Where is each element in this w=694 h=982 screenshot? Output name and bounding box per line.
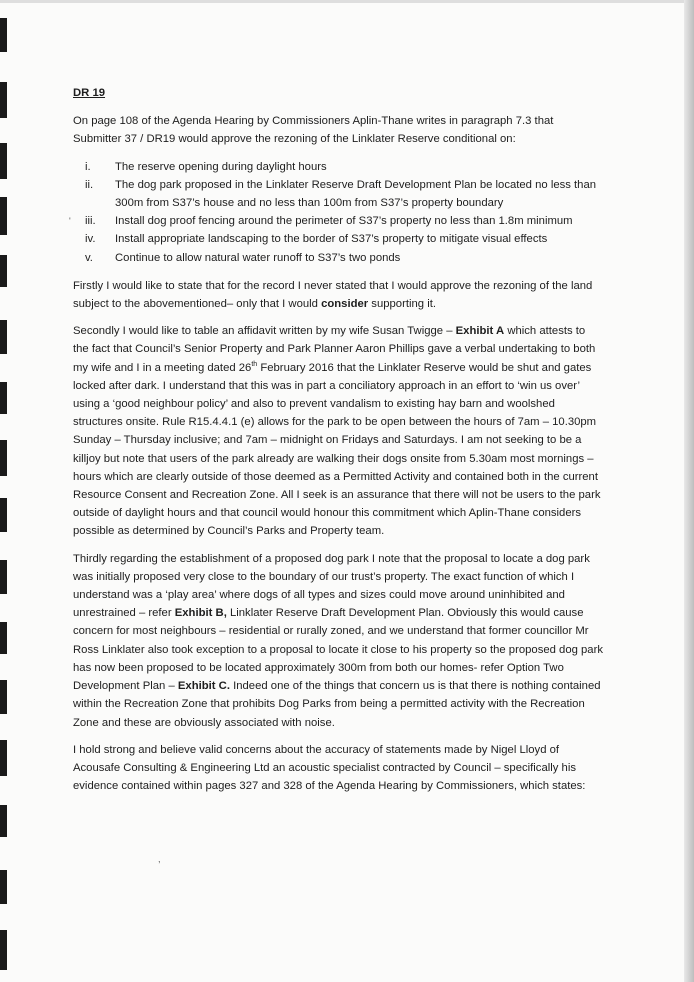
- text-run: Secondly I would like to table an affidavit written by my wife Susan Twigge –: [73, 325, 456, 338]
- scan-speck: ': [69, 216, 71, 226]
- text-run: Thirdly regarding the establishment of a proposed dog park I note that the proposal to locate a dog park was initially proposed very close to the boundary of our trust’s property. The exact function of which I understand was a ‘play area’ where dogs of all types and sizes could move around uninhibited and unrestrained – refer: [73, 552, 590, 620]
- condition-number: ii.: [85, 178, 94, 191]
- punch-mark: [0, 18, 7, 52]
- condition-item: [73, 176, 603, 212]
- condition-number: iii.: [85, 215, 96, 228]
- paragraph-firstly: [73, 277, 603, 313]
- condition-text: Install dog proof fencing around the perimeter of S37’s property no less than 1.8m minimum: [115, 215, 573, 228]
- intro-paragraph: On page 108 of the Agenda Hearing by Commissioners Aplin-Thane writes in paragraph 7.3 that Submitter 37 / DR19 would approve the rezoning of the Linklater Reserve conditional on:: [73, 115, 554, 146]
- condition-item: [73, 230, 603, 248]
- punch-mark: [0, 680, 7, 714]
- text-run: Firstly I would like to state that for the record I never stated that I would approve the rezoning of the land subject to the abovementioned– only that I would: [73, 279, 593, 311]
- condition-text: Continue to allow natural water runoff to S37’s two ponds: [115, 251, 401, 264]
- exhibit-b-ref: Exhibit B,: [174, 607, 227, 620]
- text-run: Linklater Reserve Draft Development Plan. Obviously this would cause concern for most neighbours – residential or rurally zoned, and we understand that former councillor Mr Ross Linklater also took exception to a proposal to locate it close to his property so the proposed dog park has now been proposed to be located approximately 300m from both our homes- refer Option Two Development Plan –: [73, 607, 604, 693]
- punch-mark: [0, 622, 7, 654]
- condition-number: v.: [85, 251, 93, 264]
- condition-text: The reserve opening during daylight hours: [115, 160, 327, 173]
- punch-mark: [0, 143, 7, 179]
- punch-mark: [0, 870, 7, 904]
- punch-mark: [0, 740, 7, 776]
- punch-mark: [0, 82, 7, 118]
- paragraph-secondly: [73, 322, 603, 540]
- punch-mark: [0, 197, 7, 235]
- punch-mark: [0, 382, 7, 414]
- punch-mark: [0, 805, 7, 837]
- condition-text: The dog park proposed in the Linklater Reserve Draft Development Plan be located no less than 300m from S37’s house and no less than 100m from S37’s property boundary: [115, 178, 597, 210]
- punch-mark: [0, 560, 7, 594]
- document-heading: DR 19: [73, 87, 106, 99]
- punch-mark: [0, 498, 7, 532]
- condition-item: [73, 249, 603, 267]
- text-run: Indeed one of the things that concern us is that there is nothing contained within the Recreation Zone that prohibits Dog Parks from being a permitted activity with the Recreation Zone and these are obviously associated with noise.: [73, 680, 601, 729]
- punch-mark: [0, 255, 7, 287]
- punch-mark: [0, 930, 7, 970]
- condition-text: Install appropriate landscaping to the border of S37’s property to mitigate visual effects: [115, 233, 548, 246]
- condition-item: [73, 212, 603, 230]
- punch-mark: [0, 320, 7, 354]
- exhibit-a-ref: Exhibit A: [455, 325, 505, 338]
- ordinal-suffix: th: [251, 360, 258, 368]
- document-body: [73, 84, 603, 804]
- page-right-edge-shadow: [684, 0, 694, 982]
- text-run: February 2016 that the Linklater Reserve would be shut and gates locked after dark. I understand that this was in part a conciliatory approach in an effort to ‘win us over’ using a ‘good neighbour policy’ and also to prevent vandalism to existing hay barn and woolshed structures onsite. Rule R15.4.4.1 (e) allows for the park to be open between the hours of 7am – 10.30pm Sunday – Thursday inclusive; and 7am – midnight on Fridays and Saturdays. I am not seeking to be a killjoy but note that users of the park already are walking their dogs onsite from 5.30am most mornings – hours which are clearly outside of those deemed as a Permitted Activity and contained both in the current Resource Consent and Recreation Zone. All I seek is an assurance that there will not be users to the park outside of daylight hours and that council would honour this commitment which Aplin-Thane considers possible as determined by Council’s Parks and Property team.: [73, 361, 601, 538]
- exhibit-c-ref: Exhibit C.: [177, 680, 230, 693]
- text-run: which attests to the fact that Council’s Senior Property and Park Planner Aaron Phillips gave a verbal undertaking to both my wife and I in a meeting dated 26: [73, 325, 596, 374]
- condition-number: iv.: [85, 233, 96, 246]
- paragraph-concerns: I hold strong and believe valid concerns about the accuracy of statements made by Nigel Lloyd of Acousafe Consulting & Engineering Ltd an acoustic specialist contracted by Council – specifically his evidence contained within pages 327 and 328 of the Agenda Hearing by Commissioners, which states:: [73, 743, 586, 793]
- punch-mark: [0, 440, 7, 476]
- condition-item: [73, 158, 603, 176]
- condition-number: i.: [85, 160, 91, 173]
- conditions-list: [73, 158, 603, 267]
- scan-speck: ,: [158, 854, 161, 864]
- paragraph-thirdly: [73, 550, 603, 732]
- bold-consider: consider: [321, 298, 369, 311]
- page-top-edge: [0, 0, 694, 3]
- text-run: supporting it.: [368, 298, 436, 311]
